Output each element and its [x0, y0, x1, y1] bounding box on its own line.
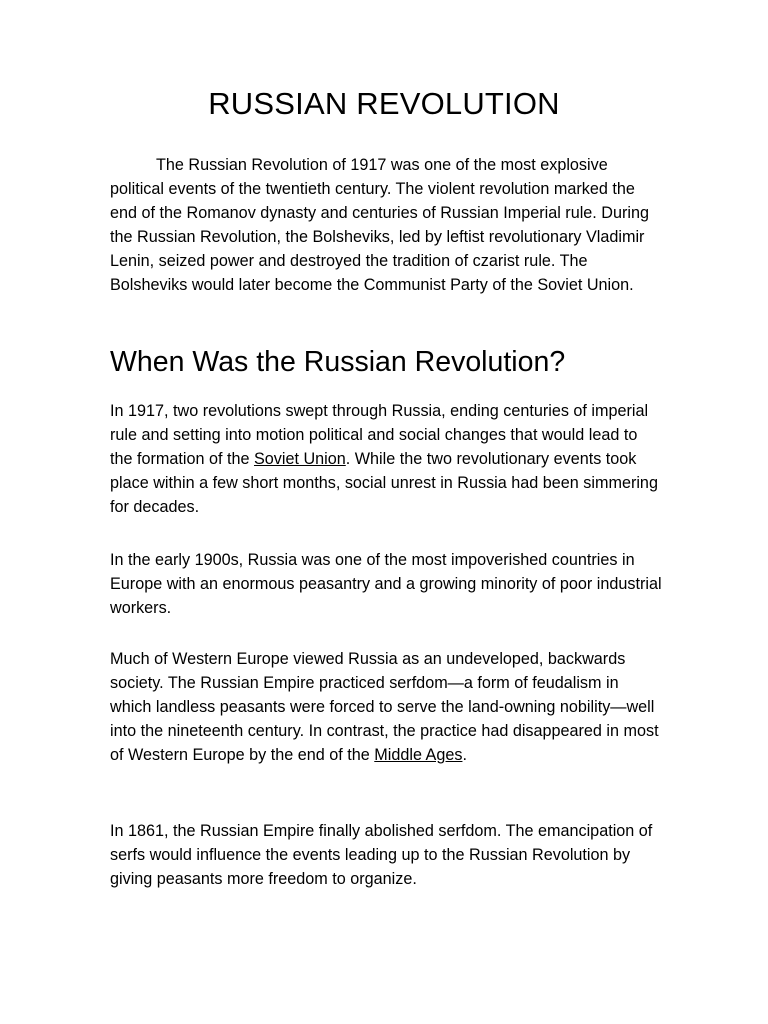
intro-paragraph: The Russian Revolution of 1917 was one of the most explosive political events of the twentieth century. The violent revolution marked the end of the Romanov dynasty and centuries of Russian Imperial rule. During the Russian Revolution, the Bolsheviks, led by leftist revolutionary Vladimir Lenin, seized power and destroyed the tradition of czarist rule. The Bolsheviks would later become the Communist Party of the Soviet Union. — [110, 156, 649, 295]
middle-ages-link[interactable]: Middle Ages — [374, 746, 463, 765]
paragraph-3-text-after: . — [462, 746, 467, 765]
paragraph-1 — [110, 399, 662, 519]
paragraph-1-text-after: . While the two revolutionary events took place within a few short months, social unrest in Russia had been simmering for decades. — [110, 450, 658, 517]
paragraph-2: In the early 1900s, Russia was one of the most impoverished countries in Europe with an enormous peasantry and a growing minority of poor industrial workers. — [110, 551, 662, 618]
paragraph-1-text-before: In 1917, two revolutions swept through Russia, ending centuries of imperial rule and setting into motion political and social changes that would lead to the formation of the — [110, 402, 649, 469]
paragraph-4: In 1861, the Russian Empire finally abolished serfdom. The emancipation of serfs would influence the events leading up to the Russian Revolution by giving peasants more freedom to organize. — [110, 822, 653, 889]
section-heading: When Was the Russian Revolution? — [110, 346, 566, 378]
soviet-union-link[interactable]: Soviet Union — [253, 450, 346, 469]
paragraph-3 — [110, 647, 662, 767]
document-title: RUSSIAN REVOLUTION — [208, 86, 560, 121]
paragraph-3-text-before: Much of Western Europe viewed Russia as an undeveloped, backwards society. The Russian Empire practiced serfdom—a form of feudalism in which landless peasants were forced to serve the land-owning nobility—well into the nineteenth century. In contrast, the practice had disappeared in most of Western Europe by the end of the — [110, 650, 659, 765]
